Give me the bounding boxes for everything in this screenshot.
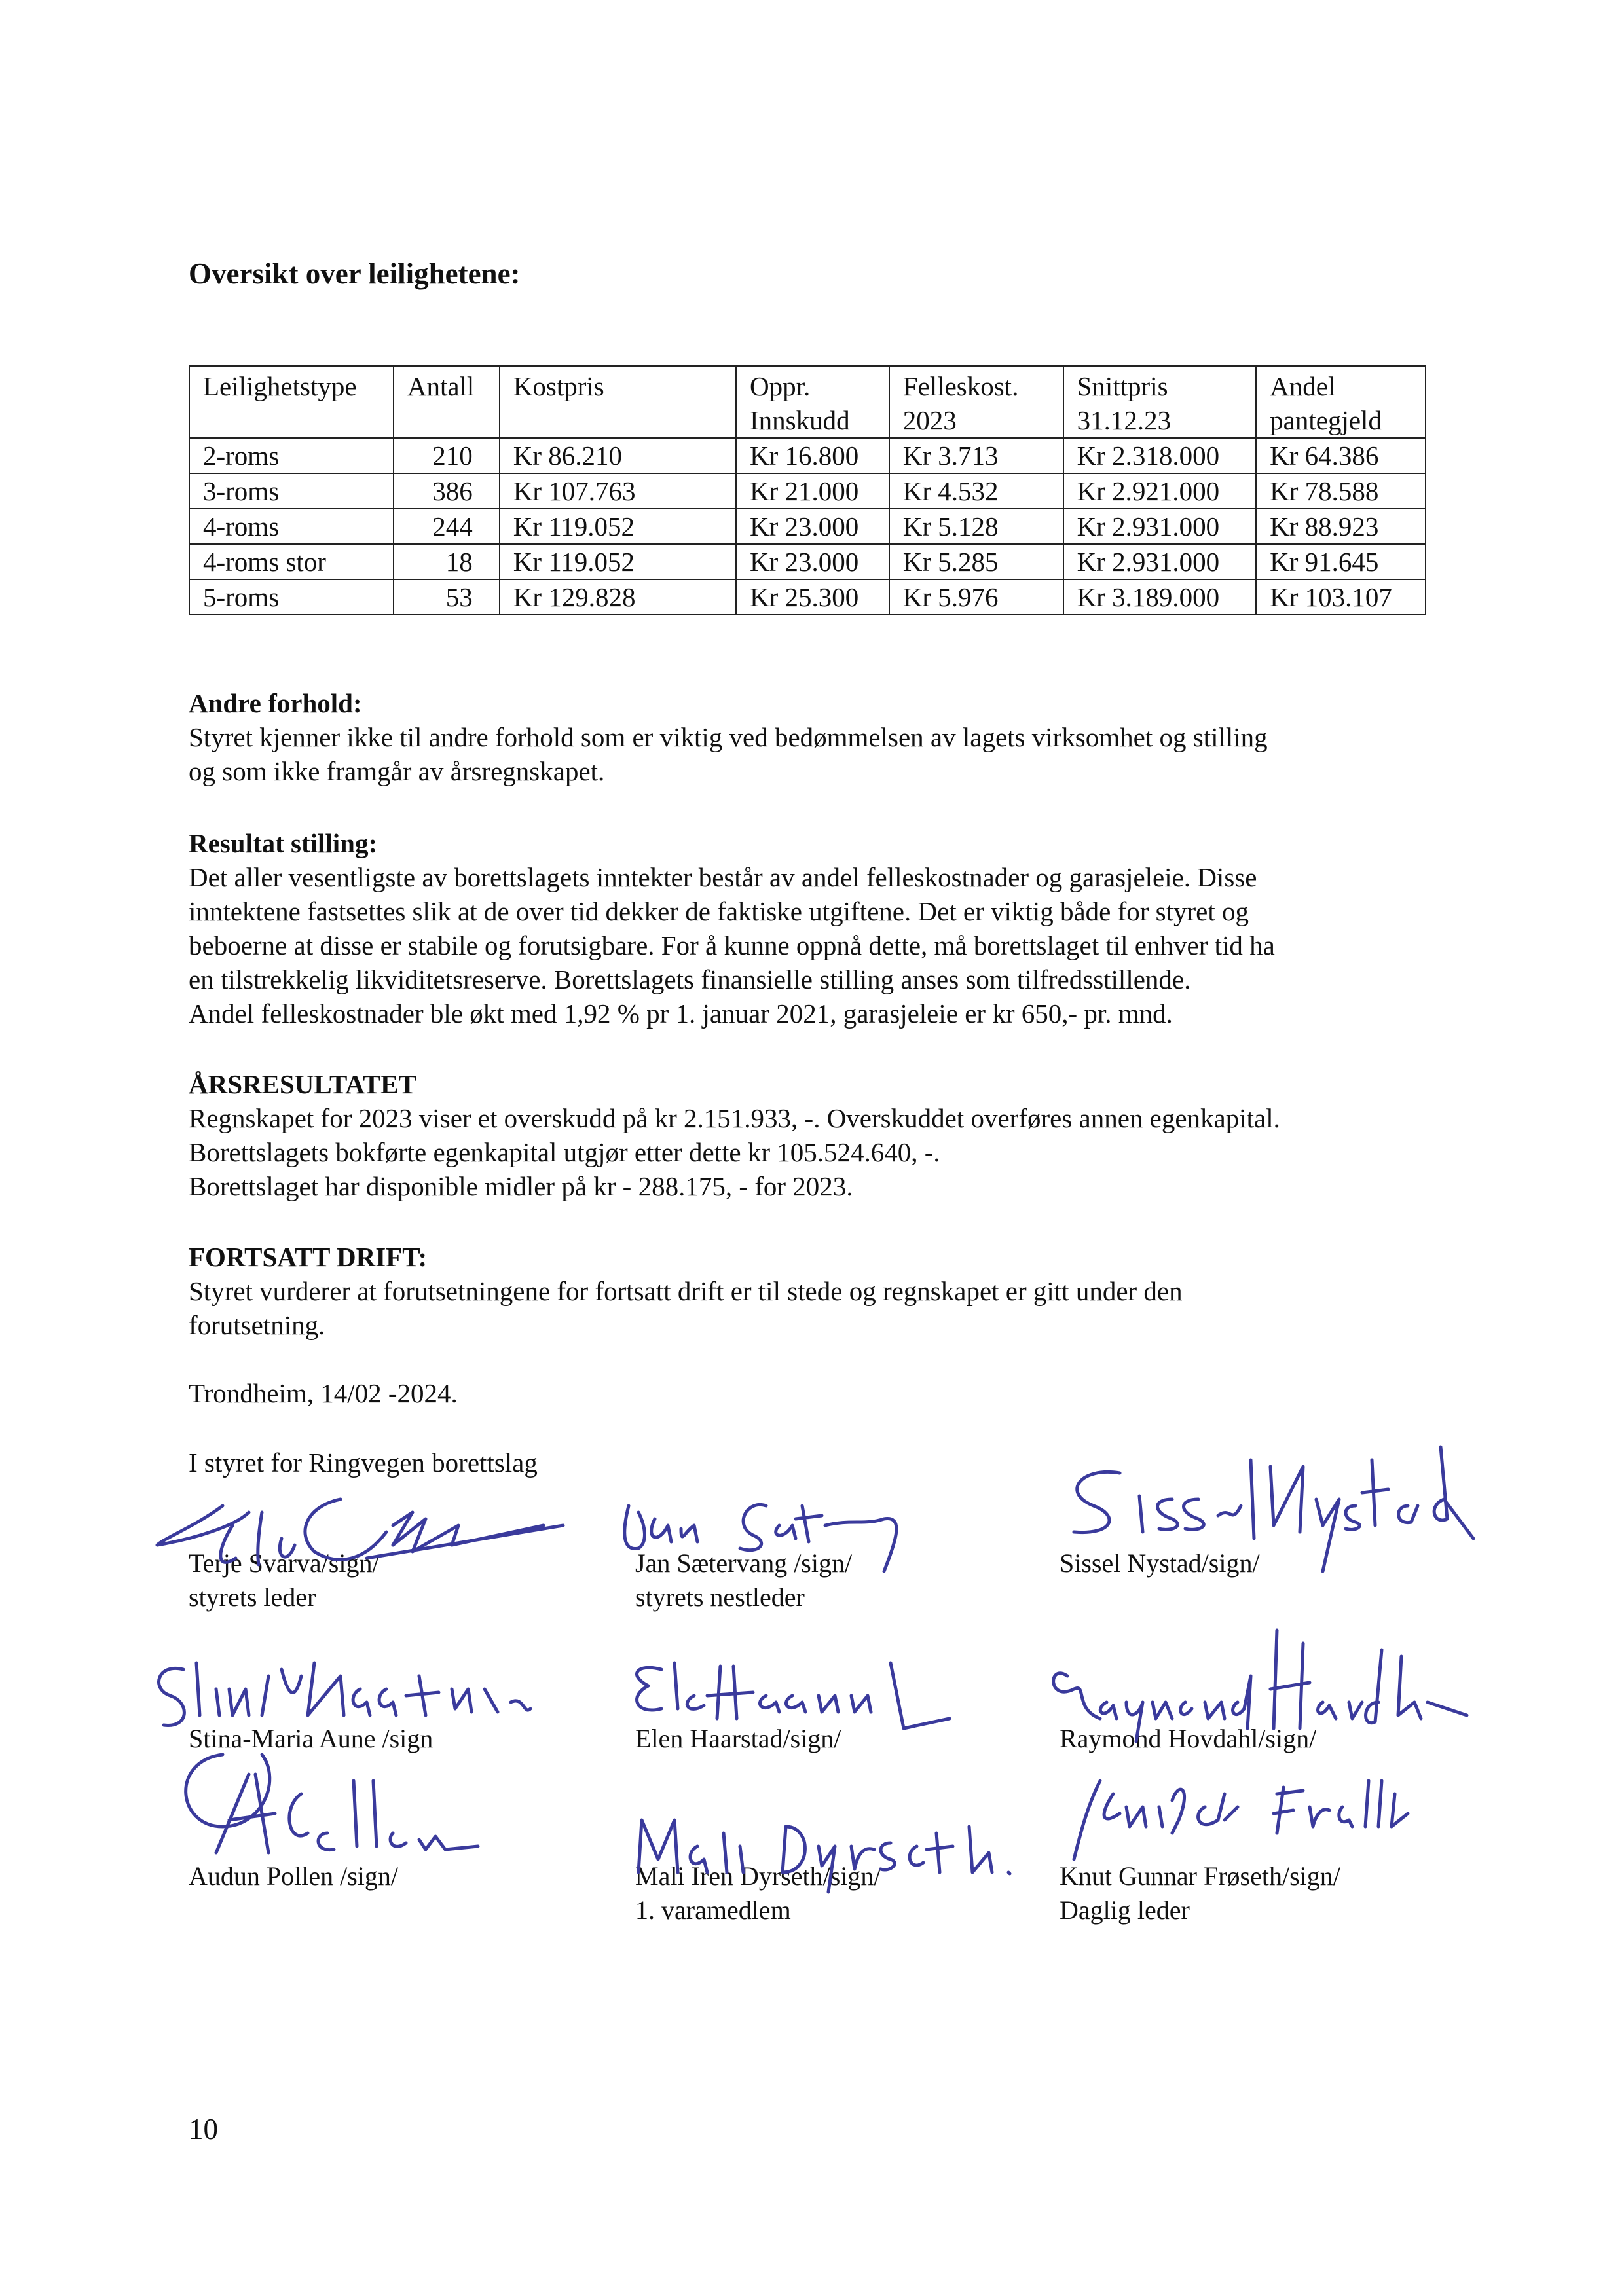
table-cell: Kr 86.210 xyxy=(500,438,736,473)
signatory xyxy=(1060,1722,1316,1756)
signatory xyxy=(189,1722,433,1756)
table-cell: Kr 2.318.000 xyxy=(1063,438,1257,473)
signatory-name: Stina-Maria Aune /sign xyxy=(189,1724,434,1753)
header-cell: Andel pantegjeld xyxy=(1256,366,1426,438)
table-cell: Kr 2.931.000 xyxy=(1063,544,1257,579)
signature-pollen xyxy=(186,1755,478,1853)
table-cell: 244 xyxy=(394,509,500,544)
section-arsresultat xyxy=(189,1067,1446,1203)
table-cell: Kr 5.128 xyxy=(889,509,1063,544)
header-cell: Felleskost. 2023 xyxy=(889,366,1063,438)
signatory xyxy=(635,1546,852,1614)
section-resultat-stilling xyxy=(189,826,1446,1030)
section-heading: FORTSATT DRIFT: xyxy=(189,1242,428,1272)
signatory xyxy=(635,1859,881,1927)
table-row xyxy=(189,438,1426,473)
body-line: Styret vurderer at forutsetningene for fortsatt drift er til stede og regnskapet er gitt under den xyxy=(189,1276,1183,1306)
table-header-row xyxy=(189,366,1426,438)
signatory-name: Knut Gunnar Frøseth/sign/ xyxy=(1060,1861,1340,1891)
table-cell: 5-roms xyxy=(189,579,394,615)
table-cell: 18 xyxy=(394,544,500,579)
table-cell: 53 xyxy=(394,579,500,615)
table-cell: Kr 107.763 xyxy=(500,473,736,509)
body-line: beboerne at disse er stabile og forutsigbare. For å kunne oppnå dette, må borettslaget til enhver tid ha xyxy=(189,930,1275,960)
signatory xyxy=(189,1546,380,1614)
section-andre-forhold xyxy=(189,686,1446,788)
body-line: inntektene fastsettes slik at de over tid dekker de faktiske utgiftene. Det er viktig både for styret og xyxy=(189,896,1249,926)
signature-aune xyxy=(159,1663,530,1725)
table-cell: 4-roms xyxy=(189,509,394,544)
board-intro: I styret for Ringvegen borettslag xyxy=(189,1448,538,1478)
signatory-name: Sissel Nystad/sign/ xyxy=(1060,1548,1260,1578)
body-line: forutsetning. xyxy=(189,1310,325,1340)
table-cell: Kr 4.532 xyxy=(889,473,1063,509)
table-cell: Kr 3.189.000 xyxy=(1063,579,1257,615)
header-cell: Leilighetstype xyxy=(189,366,394,438)
table-row xyxy=(189,544,1426,579)
apartment-table xyxy=(189,365,1426,615)
table-cell: Kr 119.052 xyxy=(500,544,736,579)
signatory-name: Jan Sætervang /sign/ xyxy=(635,1548,853,1578)
table-row xyxy=(189,509,1426,544)
table-cell: Kr 25.300 xyxy=(736,579,889,615)
signatory xyxy=(635,1722,841,1756)
place-date: Trondheim, 14/02 -2024. xyxy=(189,1378,458,1408)
table-cell: 3-roms xyxy=(189,473,394,509)
signatory-name: Raymond Hovdahl/sign/ xyxy=(1060,1724,1317,1753)
signatory-role: styrets nestleder xyxy=(635,1582,805,1612)
signature-froseth xyxy=(1074,1781,1408,1859)
signature-haarstad xyxy=(637,1663,950,1728)
signatory-name: Mali Iren Dyrseth/sign/ xyxy=(635,1861,881,1891)
table-cell: Kr 91.645 xyxy=(1256,544,1426,579)
signatory-name: Audun Pollen /sign/ xyxy=(189,1861,399,1891)
table-cell: 386 xyxy=(394,473,500,509)
header-cell: Snittpris 31.12.23 xyxy=(1063,366,1257,438)
section-fortsatt-drift xyxy=(189,1240,1446,1342)
page-title: Oversikt over leilighetene: xyxy=(189,257,521,290)
page-number: 10 xyxy=(189,2113,218,2145)
table-cell: Kr 88.923 xyxy=(1256,509,1426,544)
signatory-name: Terje Svarva/sign/ xyxy=(189,1548,380,1578)
table-cell: Kr 119.052 xyxy=(500,509,736,544)
body-line: Regnskapet for 2023 viser et overskudd på kr 2.151.933, -. Overskuddet overføres annen egenkapital. xyxy=(189,1103,1280,1133)
signatory-name: Elen Haarstad/sign/ xyxy=(635,1724,841,1753)
table-cell: 210 xyxy=(394,438,500,473)
table-cell: Kr 78.588 xyxy=(1256,473,1426,509)
table-cell: Kr 5.976 xyxy=(889,579,1063,615)
table-cell: 4-roms stor xyxy=(189,544,394,579)
body-line: Andel felleskostnader ble økt med 1,92 % pr 1. januar 2021, garasjeleie er kr 650,- pr. mnd. xyxy=(189,998,1173,1029)
body-line: og som ikke framgår av årsregnskapet. xyxy=(189,756,605,786)
signatory xyxy=(189,1859,398,1893)
section-heading: Resultat stilling: xyxy=(189,828,378,858)
body-line: Det aller vesentligste av borettslagets inntekter består av andel felleskostnader og garasjeleie. Disse xyxy=(189,862,1257,892)
table-cell: 2-roms xyxy=(189,438,394,473)
table-row xyxy=(189,579,1426,615)
body-line: Borettslaget har disponible midler på kr - 288.175, - for 2023. xyxy=(189,1171,853,1201)
section-heading: ÅRSRESULTATET xyxy=(189,1069,416,1099)
header-cell: Oppr. Innskudd xyxy=(736,366,889,438)
table-cell: Kr 64.386 xyxy=(1256,438,1426,473)
body-line: en tilstrekkelig likviditetsreserve. Borettslagets finansielle stilling anses som tilfredsstillende. xyxy=(189,964,1191,994)
table-cell: Kr 129.828 xyxy=(500,579,736,615)
signatory xyxy=(1060,1859,1340,1927)
section-heading: Andre forhold: xyxy=(189,688,362,718)
signatory-role: Daglig leder xyxy=(1060,1895,1190,1925)
table-cell: Kr 103.107 xyxy=(1256,579,1426,615)
table-cell: Kr 23.000 xyxy=(736,509,889,544)
table-row xyxy=(189,473,1426,509)
header-cell: Kostpris xyxy=(500,366,736,438)
signatory-role: styrets leder xyxy=(189,1582,316,1612)
header-cell: Antall xyxy=(394,366,500,438)
table-cell: Kr 16.800 xyxy=(736,438,889,473)
table-cell: Kr 21.000 xyxy=(736,473,889,509)
table-cell: Kr 2.931.000 xyxy=(1063,509,1257,544)
table-cell: Kr 3.713 xyxy=(889,438,1063,473)
signatory-role: 1. varamedlem xyxy=(635,1895,791,1925)
body-line: Borettslagets bokførte egenkapital utgjør etter dette kr 105.524.640, -. xyxy=(189,1137,940,1167)
table-cell: Kr 23.000 xyxy=(736,544,889,579)
table-cell: Kr 2.921.000 xyxy=(1063,473,1257,509)
signatory xyxy=(1060,1546,1260,1580)
table-cell: Kr 5.285 xyxy=(889,544,1063,579)
body-line: Styret kjenner ikke til andre forhold som er viktig ved bedømmelsen av lagets virksomhet og stilling xyxy=(189,722,1268,752)
